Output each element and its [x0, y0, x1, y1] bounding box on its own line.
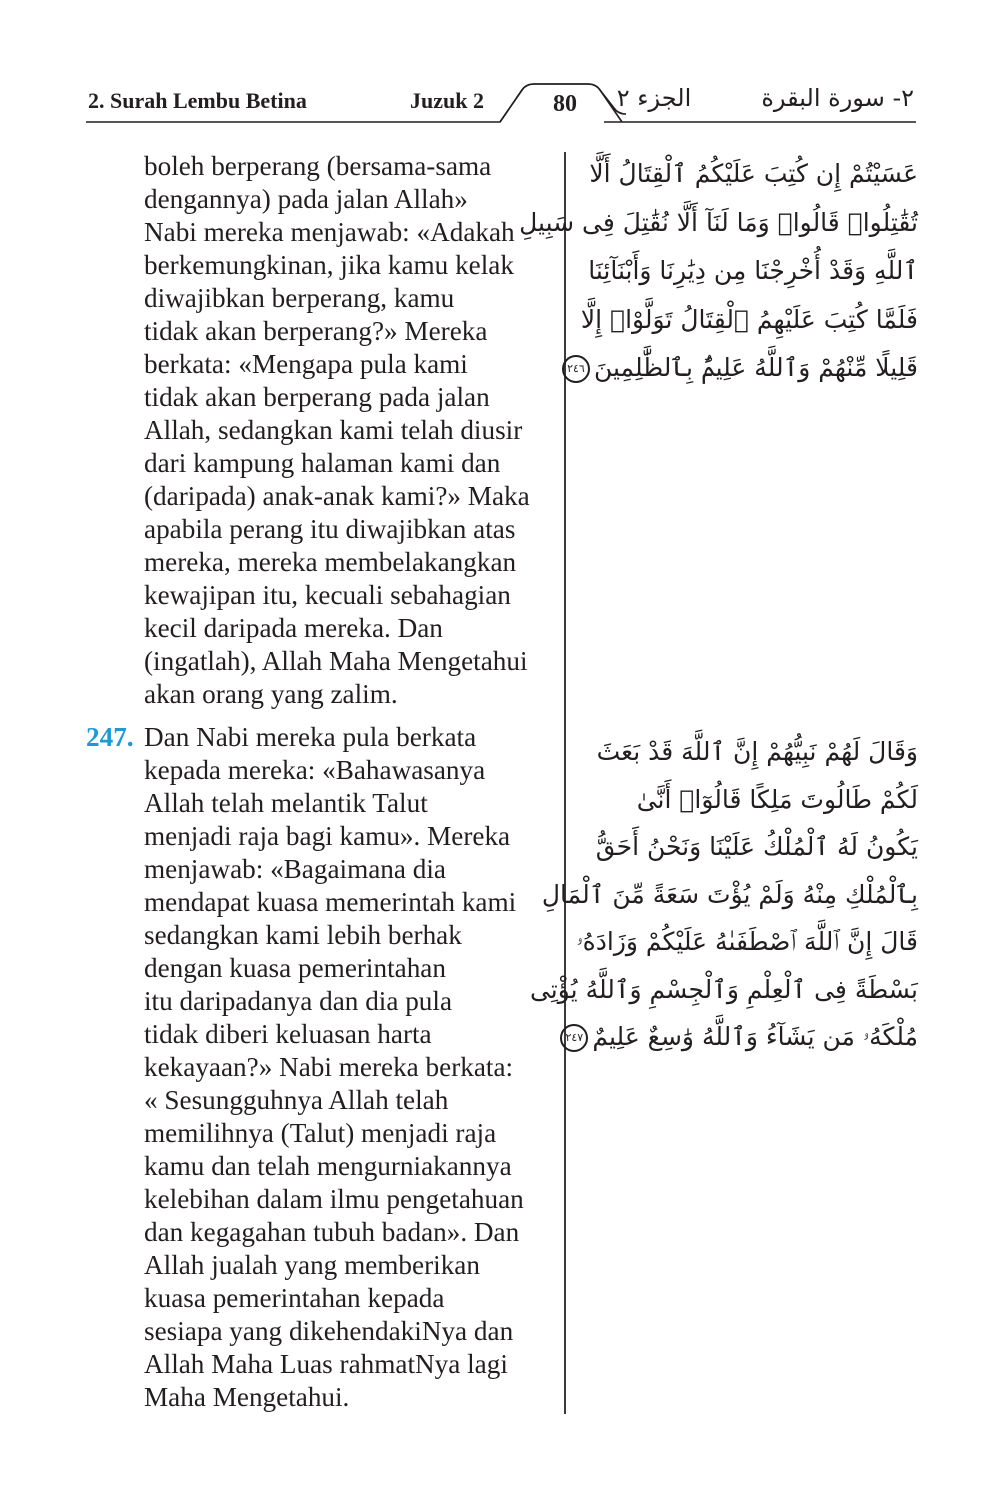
translation-line: (daripada) anak-anak kami?» Maka — [144, 481, 530, 511]
translation-line: diwajibkan berperang, kamu — [144, 283, 455, 313]
translation-line: akan orang yang zalim. — [144, 679, 398, 709]
translation-line: kewajipan itu, kecuali sebahagian — [144, 580, 511, 610]
translation-block — [86, 150, 556, 711]
translation-line: mendapat kuasa memerintah kami — [144, 887, 517, 917]
arabic-line-text: وَقَالَ لَهُمْ نَبِيُّهُمْ إِنَّ ٱللَّهَ قَدْ بَعَثَ — [596, 737, 918, 766]
translation-column — [86, 150, 556, 1414]
translation-line: kekayaan?» Nabi mereka berkata: — [144, 1052, 514, 1082]
translation-line: Maha Mengetahui. — [144, 1382, 350, 1412]
verse-end-marker: ٢٤٦ — [562, 355, 590, 383]
translation-line: berkata: «Mengapa pula kami — [144, 349, 468, 379]
arabic-line-text: عَسَيْتُمْ إِن كُتِبَ عَلَيْكُمُ ٱلْقِتَالُ أَلَّا — [589, 159, 918, 188]
translation-line: apabila perang itu diwajibkan atas — [144, 514, 516, 544]
translation-line: menjawab: «Bagaimana dia — [144, 854, 446, 884]
column-divider — [564, 152, 566, 1414]
arabic-line-text: قَلِيلًا مِّنْهُمْ وَٱللَّهُ عَلِيمٌۢ بِٱلظَّٰلِمِينَ — [593, 353, 918, 382]
juz-label: Juzuk 2 — [410, 88, 484, 113]
arabic-line — [541, 871, 918, 919]
translation-line: dengan kuasa pemerintahan — [144, 953, 446, 983]
arabic-line-text: يَكُونُ لَهُ ٱلْمُلْكُ عَلَيْنَا وَنَحْنُ أَحَقُّ — [595, 832, 918, 861]
arabic-line-text: لَكُمْ طَالُوتَ مَلِكًا قَالُوٓا۟ أَنَّىٰ — [636, 784, 918, 814]
arabic-line — [580, 296, 918, 345]
arabic-line — [588, 150, 918, 199]
translation-line: itu daripadanya dan dia pula — [144, 986, 453, 1016]
translation-line: Allah Maha Luas rahmatNya lagi — [144, 1349, 508, 1379]
verse-end-marker: ٢٤٧ — [560, 1024, 588, 1052]
arabic-line — [588, 247, 918, 296]
page-header — [0, 0, 1000, 130]
verse-number: 247. — [86, 722, 134, 752]
translation-line: (ingatlah), Allah Maha Mengetahui — [144, 646, 528, 676]
translation-line: boleh berperang (bersama-sama — [144, 151, 492, 181]
arabic-line — [567, 344, 918, 393]
translation-line: sedangkan kami lebih berhak — [144, 920, 462, 950]
arabic-verse-block — [529, 728, 918, 1061]
arabic-line-text: بِٱلْمُلْكِ مِنْهُ وَلَمْ يُؤْتَ سَعَةً مِّنَ ٱلْمَالِ — [541, 879, 918, 909]
page-number: 80 — [553, 91, 577, 117]
translation-line: « Sesungguhnya Allah telah — [144, 1085, 449, 1115]
juz-label-arabic: الجزء ٢ — [616, 84, 692, 112]
translation-line: tidak akan berperang?» Mereka — [144, 316, 488, 346]
arabic-line-text: قَالَ إِنَّ ٱللَّهَ ٱصْطَفَىٰهُ عَلَيْكُمْ وَزَادَهُۥ — [576, 927, 918, 956]
translation-line: kuasa pemerintahan kepada — [144, 1283, 445, 1313]
translation-block — [86, 721, 556, 1414]
arabic-line — [576, 918, 918, 966]
surah-title: 2. Surah Lembu Betina — [88, 88, 307, 113]
translation-line: kamu dan telah mengurniakannya — [144, 1151, 512, 1181]
translation-line: Allah, sedangkan kami telah diusir — [144, 415, 523, 445]
arabic-line-text: مُلْكَهُۥ مَن يَشَآءُ وَٱللَّهُ وَٰسِعٌ عَلِيمٌ — [592, 1022, 918, 1051]
translation-line: kelebihan dalam ilmu pengetahuan — [144, 1184, 524, 1214]
translation-line: dan kegagahan tubuh badan». Dan — [144, 1217, 520, 1247]
translation-line: kepada mereka: «Bahawasanya — [144, 755, 486, 785]
arabic-line — [588, 728, 918, 776]
translation-line: tidak akan berperang pada jalan — [144, 382, 490, 412]
translation-line: Dan Nabi mereka pula berkata — [144, 722, 477, 752]
arabic-line — [519, 199, 918, 248]
arabic-line-text: بَسْطَةً فِى ٱلْعِلْمِ وَٱلْجِسْمِ وَٱللَّهُ يُؤْتِى — [529, 974, 918, 1004]
translation-line: berkemungkinan, jika kamu kelak — [144, 250, 514, 280]
translation-line: sesiapa yang dikehendakiNya dan — [144, 1316, 514, 1346]
translation-line: Allah jualah yang memberikan — [144, 1250, 480, 1280]
arabic-line-text: فَلَمَّا كُتِبَ عَلَيْهِمُ ٱلْقِتَالُ تَوَلَّوْا۟ إِلَّا — [580, 304, 918, 334]
arabic-line — [588, 823, 918, 871]
surah-title-arabic: ٢- سورة البقرة — [761, 84, 914, 112]
translation-line: mereka, mereka membelakangkan — [144, 547, 517, 577]
translation-line: dari kampung halaman kami dan — [144, 448, 501, 478]
translation-line: dengannya) pada jalan Allah» — [144, 184, 468, 214]
arabic-line — [529, 966, 918, 1014]
arabic-verse-block — [519, 150, 918, 393]
arabic-line-text: ٱللَّهِ وَقَدْ أُخْرِجْنَا مِن دِيَٰرِنَا وَأَبْنَآئِنَا — [588, 256, 918, 285]
arabic-line — [565, 1013, 918, 1061]
arabic-line-text: تُقَٰتِلُوا۟ قَالُوا۟ وَمَا لَنَآ أَلَّا نُقَٰتِلَ فِى سَبِيلِ — [519, 207, 918, 237]
translation-line: menjadi raja bagi kamu». Mereka — [144, 821, 511, 851]
arabic-line — [588, 776, 918, 824]
translation-line: memilihnya (Talut) menjadi raja — [144, 1118, 497, 1148]
translation-line: kecil daripada mereka. Dan — [144, 613, 443, 643]
translation-line: Allah telah melantik Talut — [144, 788, 428, 818]
translation-line: Nabi mereka menjawab: «Adakah — [144, 217, 515, 247]
translation-line: tidak diberi keluasan harta — [144, 1019, 432, 1049]
